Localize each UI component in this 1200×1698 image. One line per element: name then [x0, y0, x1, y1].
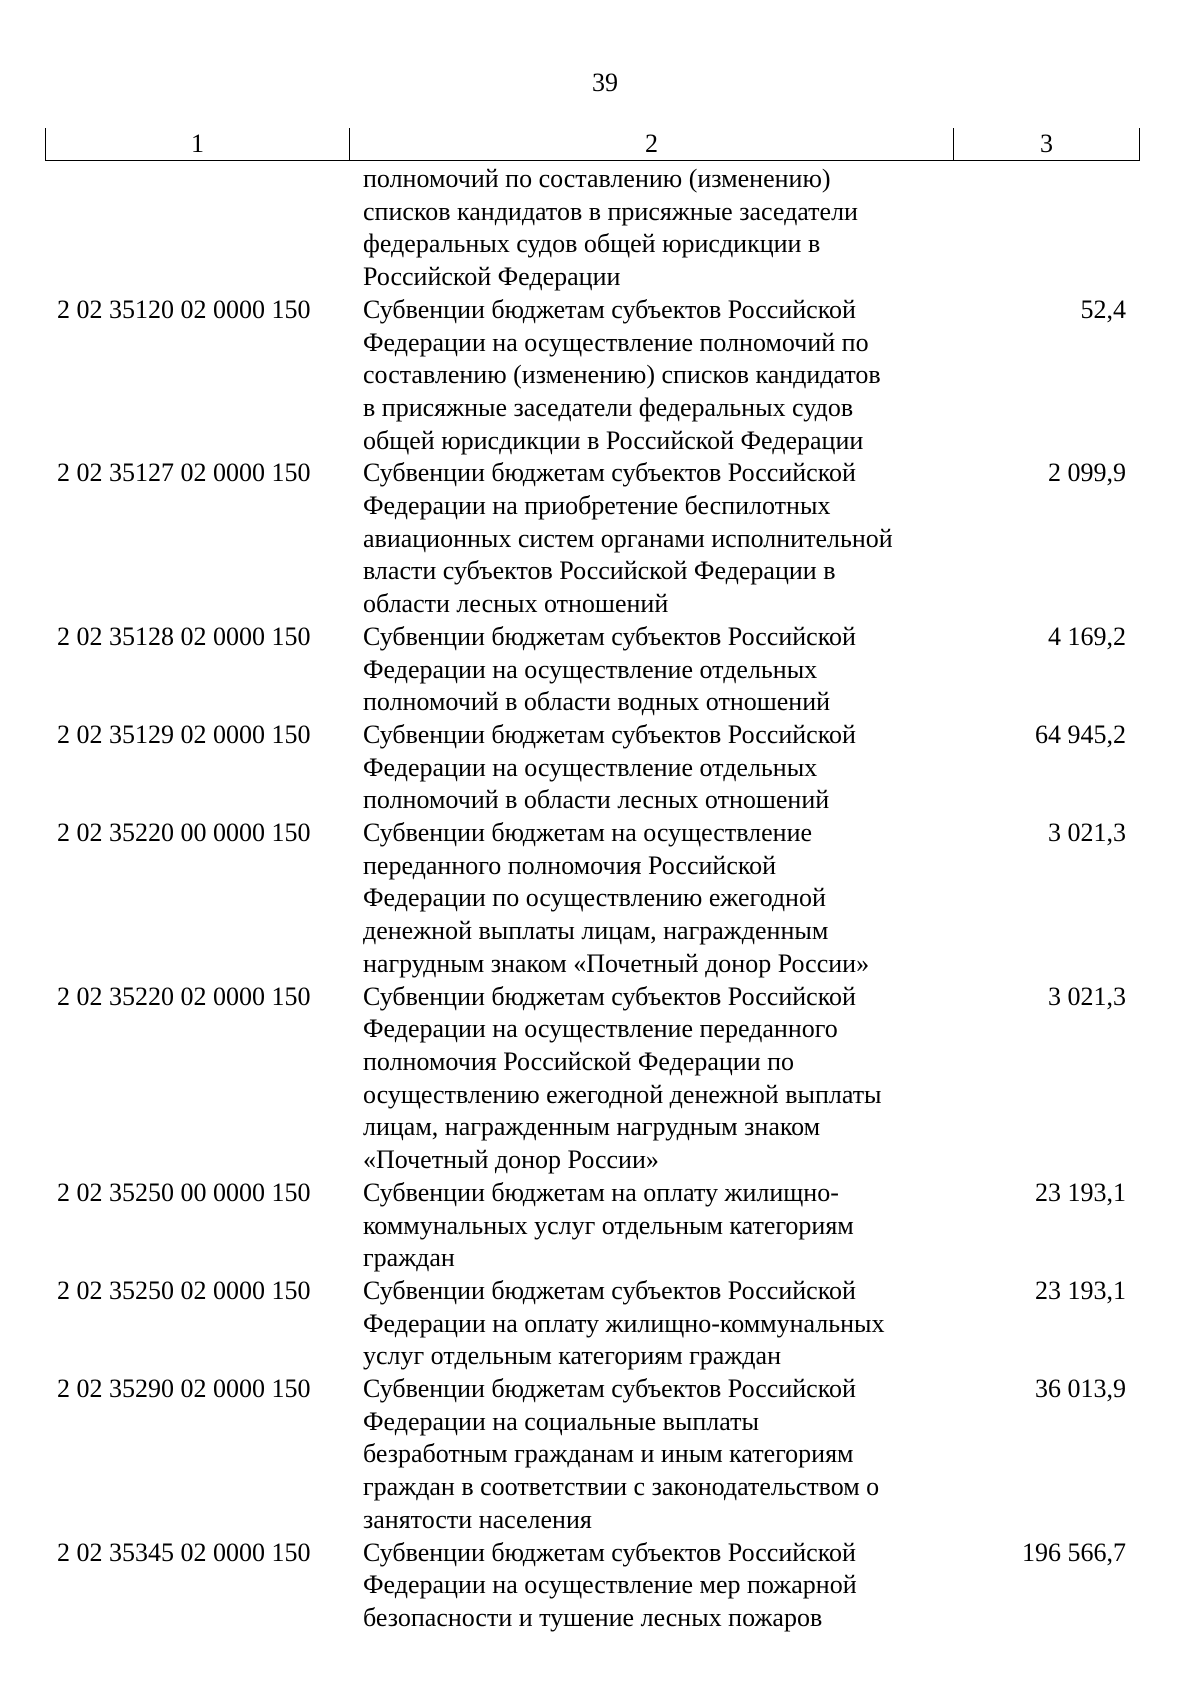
table-row [45, 457, 1140, 621]
row-code: 2 02 35220 02 0000 150 [57, 981, 311, 1011]
description-line: «Почетный донор России» [363, 1145, 659, 1175]
row-description [349, 981, 939, 1177]
table-row [45, 1537, 1140, 1635]
description-line: Федерации на осуществление отдельных [363, 752, 818, 782]
description-line: Субвенции бюджетам субъектов Российской [363, 981, 856, 1011]
row-code: 2 02 35129 02 0000 150 [57, 719, 311, 749]
row-amount: 196 566,7 [1022, 1537, 1126, 1567]
description-line: составлению (изменению) списков кандидатов [363, 360, 881, 390]
row-code: 2 02 35250 02 0000 150 [57, 1275, 311, 1305]
row-description [349, 1373, 939, 1537]
row-code: 2 02 35250 00 0000 150 [57, 1177, 311, 1207]
row-amount: 36 013,9 [1035, 1374, 1126, 1404]
table-row [45, 817, 1140, 981]
header-col-1: 1 [45, 128, 349, 160]
row-description [349, 163, 939, 294]
description-line: Федерации по осуществлению ежегодной [363, 883, 826, 913]
table-row [45, 1275, 1140, 1373]
row-description [349, 457, 939, 621]
row-amount: 52,4 [1080, 294, 1126, 324]
table-row [45, 294, 1140, 458]
description-line: услуг отдельным категориям граждан [363, 1341, 781, 1371]
row-description [349, 621, 939, 719]
description-line: Субвенции бюджетам субъектов Российской [363, 1537, 856, 1567]
description-line: Федерации на приобретение беспилотных [363, 491, 831, 521]
description-line: списков кандидатов в присяжные заседатели [363, 196, 858, 226]
description-line: Субвенции бюджетам субъектов Российской [363, 294, 856, 324]
row-amount: 4 169,2 [1048, 621, 1126, 651]
row-code: 2 02 35220 00 0000 150 [57, 818, 311, 848]
description-line: Федерации на оплату жилищно-коммунальных [363, 1308, 885, 1338]
description-line: осуществлению ежегодной денежной выплаты [363, 1079, 882, 1109]
row-code: 2 02 35120 02 0000 150 [57, 294, 311, 324]
row-description [349, 1537, 939, 1635]
description-line: денежной выплаты лицам, награжденным [363, 916, 829, 946]
row-description [349, 1275, 939, 1373]
description-line: авиационных систем органами исполнительной [363, 523, 893, 553]
row-code: 2 02 35128 02 0000 150 [57, 621, 311, 651]
description-line: коммунальных услуг отдельным категориям [363, 1210, 854, 1240]
row-amount: 23 193,1 [1035, 1177, 1126, 1207]
description-line: Российской Федерации [363, 262, 621, 292]
description-line: Федерации на осуществление мер пожарной [363, 1570, 857, 1600]
row-code: 2 02 35290 02 0000 150 [57, 1374, 311, 1404]
row-description [349, 1177, 939, 1275]
description-line: Субвенции бюджетам субъектов Российской [363, 719, 856, 749]
description-line: области лесных отношений [363, 589, 669, 619]
page-number: 39 [592, 68, 618, 97]
description-line: лицам, награжденным нагрудным знаком [363, 1112, 821, 1142]
table-row [45, 163, 1140, 294]
table-row [45, 621, 1140, 719]
row-code: 2 02 35345 02 0000 150 [57, 1537, 311, 1567]
description-line: полномочия Российской Федерации по [363, 1046, 795, 1076]
description-line: общей юрисдикции в Российской Федерации [363, 425, 864, 455]
description-line: Субвенции бюджетам субъектов Российской [363, 1374, 856, 1404]
row-description [349, 817, 939, 981]
header-col-2: 2 [349, 128, 953, 160]
table-body [45, 163, 1140, 1635]
row-description [349, 719, 939, 817]
description-line: безработным гражданам и иным категориям [363, 1439, 854, 1469]
description-line: Субвенции бюджетам на оплату жилищно- [363, 1177, 839, 1207]
description-line: Федерации на осуществление полномочий по [363, 327, 869, 357]
description-line: полномочий по составлению (изменению) [363, 164, 831, 193]
row-amount: 64 945,2 [1035, 719, 1126, 749]
row-code [45, 163, 349, 294]
description-line: полномочий в области водных отношений [363, 687, 831, 717]
description-line: полномочий в области лесных отношений [363, 785, 830, 815]
description-line: в присяжные заседатели федеральных судов [363, 392, 854, 422]
row-amount: 3 021,3 [1048, 981, 1126, 1011]
description-line: Субвенции бюджетам субъектов Российской [363, 1275, 856, 1305]
description-line: занятости населения [363, 1504, 592, 1534]
table-header [45, 128, 1140, 161]
table-row [45, 981, 1140, 1177]
description-line: безопасности и тушение лесных пожаров [363, 1602, 823, 1632]
row-code: 2 02 35127 02 0000 150 [57, 458, 311, 488]
description-line: нагрудным знаком «Почетный донор России» [363, 948, 870, 978]
description-line: Федерации на социальные выплаты [363, 1406, 759, 1436]
row-amount: 23 193,1 [1035, 1275, 1126, 1305]
description-line: Субвенции бюджетам на осуществление [363, 818, 813, 848]
table-row [45, 1373, 1140, 1537]
description-line: переданного полномочия Российской [363, 850, 777, 880]
table-row [45, 1177, 1140, 1275]
description-line: власти субъектов Российской Федерации в [363, 556, 836, 586]
row-amount: 3 021,3 [1048, 818, 1126, 848]
description-line: граждан в соответствии с законодательством о [363, 1472, 880, 1502]
description-line: Федерации на осуществление отдельных [363, 654, 818, 684]
description-line: федеральных судов общей юрисдикции в [363, 229, 821, 259]
row-description [349, 294, 939, 458]
header-col-3: 3 [953, 128, 1140, 160]
description-line: Федерации на осуществление переданного [363, 1014, 838, 1044]
row-amount: 2 099,9 [1048, 458, 1126, 488]
description-line: Субвенции бюджетам субъектов Российской [363, 621, 856, 651]
description-line: Субвенции бюджетам субъектов Российской [363, 458, 856, 488]
row-amount [939, 163, 1126, 294]
table-row [45, 719, 1140, 817]
description-line: граждан [363, 1243, 455, 1273]
